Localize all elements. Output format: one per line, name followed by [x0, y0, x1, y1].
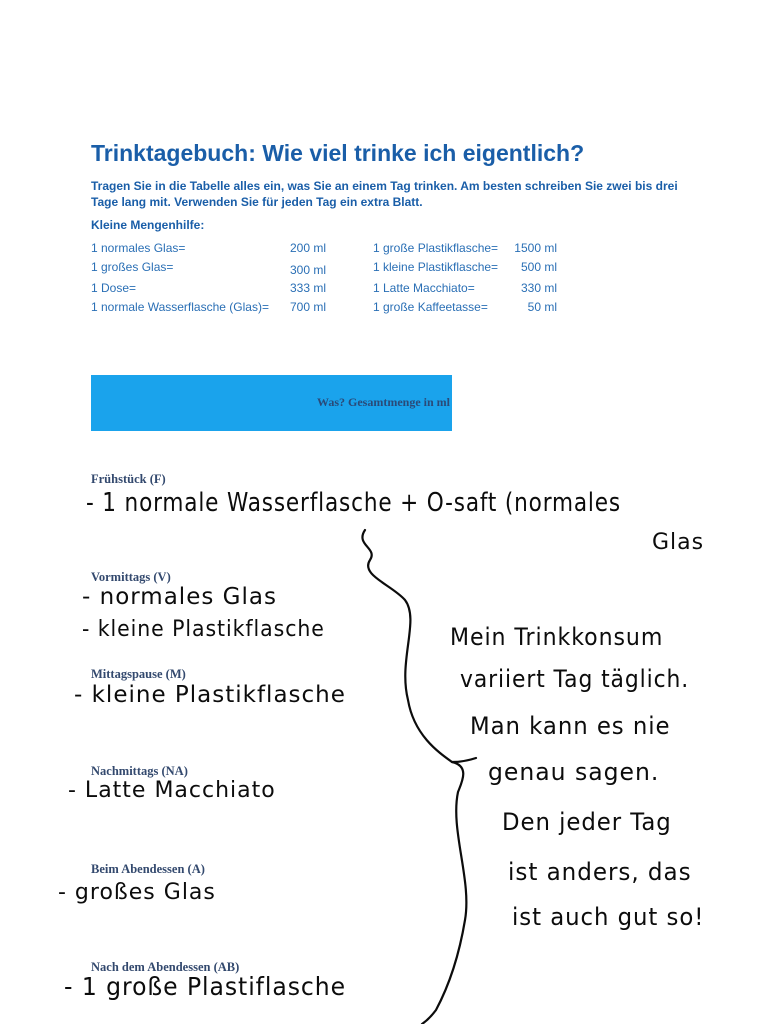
hint-amount: 500 ml — [520, 260, 557, 274]
handwritten-note-line: Den jeder Tag — [502, 808, 672, 836]
handwritten-entry: - kleine Plastikflasche — [82, 617, 325, 642]
handwritten-note-line: genau sagen. — [488, 758, 660, 786]
quantity-hint-heading: Kleine Mengenhilfe: — [91, 218, 205, 232]
hint-item: 1 großes Glas= — [91, 260, 174, 274]
handwritten-entry: - 1 große Plastiflasche — [64, 972, 346, 1001]
hint-amount: 330 ml — [520, 281, 557, 295]
quantity-hint-row — [0, 241, 768, 261]
hint-item: 1 große Kaffeetasse= — [373, 300, 488, 314]
table-header-label: Was? Gesamtmenge in ml — [317, 395, 450, 409]
intro-text: Tragen Sie in die Tabelle alles ein, was Sie an einem Tag trinken. Am besten schreiben Sie zwei bis drei Tage lang mit. Verwenden Sie für jeden Tag ein extra Blatt. — [91, 179, 678, 209]
handwritten-entry: - 1 normale Wasserflasche + O-saft (normales — [86, 488, 621, 518]
page-title: Trinktagebuch: Wie viel trinke ich eigentlich? — [91, 140, 585, 166]
hint-item: 1 normales Glas= — [91, 241, 186, 255]
hint-item: 1 große Plastikflasche= — [373, 241, 499, 255]
hint-amount: 1500 ml — [514, 241, 557, 255]
handwritten-note-line: Man kann es nie — [470, 712, 671, 740]
section-label-fruehstueck: Frühstück (F) — [91, 472, 166, 486]
hint-amount: 50 ml — [527, 300, 557, 314]
hint-item: 1 Latte Macchiato= — [373, 281, 475, 295]
hint-item: 1 kleine Plastikflasche= — [373, 260, 499, 274]
handwritten-note-line: ist anders, das — [508, 858, 692, 886]
quantity-hint-row — [0, 281, 768, 301]
handwritten-entry: - normales Glas — [82, 584, 277, 610]
quantity-hint-row — [0, 300, 768, 320]
handwritten-note-line: variiert Tag täglich. — [460, 665, 690, 693]
table-header-banner — [91, 375, 452, 431]
handwritten-entry: Glas — [652, 530, 705, 555]
hint-amount: 333 ml — [289, 281, 326, 295]
hint-amount: 200 ml — [289, 241, 326, 255]
hint-item: 1 normale Wasserflasche (Glas)= — [91, 300, 269, 314]
section-label-vormittags: Vormittags (V) — [91, 570, 171, 584]
handwritten-note-line: ist auch gut so! — [512, 903, 705, 931]
section-label-nachmittags: Nachmittags (NA) — [91, 764, 188, 778]
hint-amount: 300 ml — [289, 263, 326, 277]
section-label-nach-abendessen: Nach dem Abendessen (AB) — [91, 960, 240, 974]
hint-amount: 700 ml — [289, 300, 326, 314]
handwritten-note-line: Mein Trinkkonsum — [450, 623, 664, 651]
hint-item: 1 Dose= — [91, 281, 137, 295]
handwritten-entry: - kleine Plastikflasche — [74, 682, 346, 708]
handwritten-entry: - Latte Macchiato — [68, 778, 276, 803]
handwritten-entry: - großes Glas — [58, 880, 216, 905]
quantity-hint-row — [0, 260, 768, 280]
section-label-mittagspause: Mittagspause (M) — [91, 667, 186, 681]
section-label-abendessen: Beim Abendessen (A) — [91, 862, 205, 876]
